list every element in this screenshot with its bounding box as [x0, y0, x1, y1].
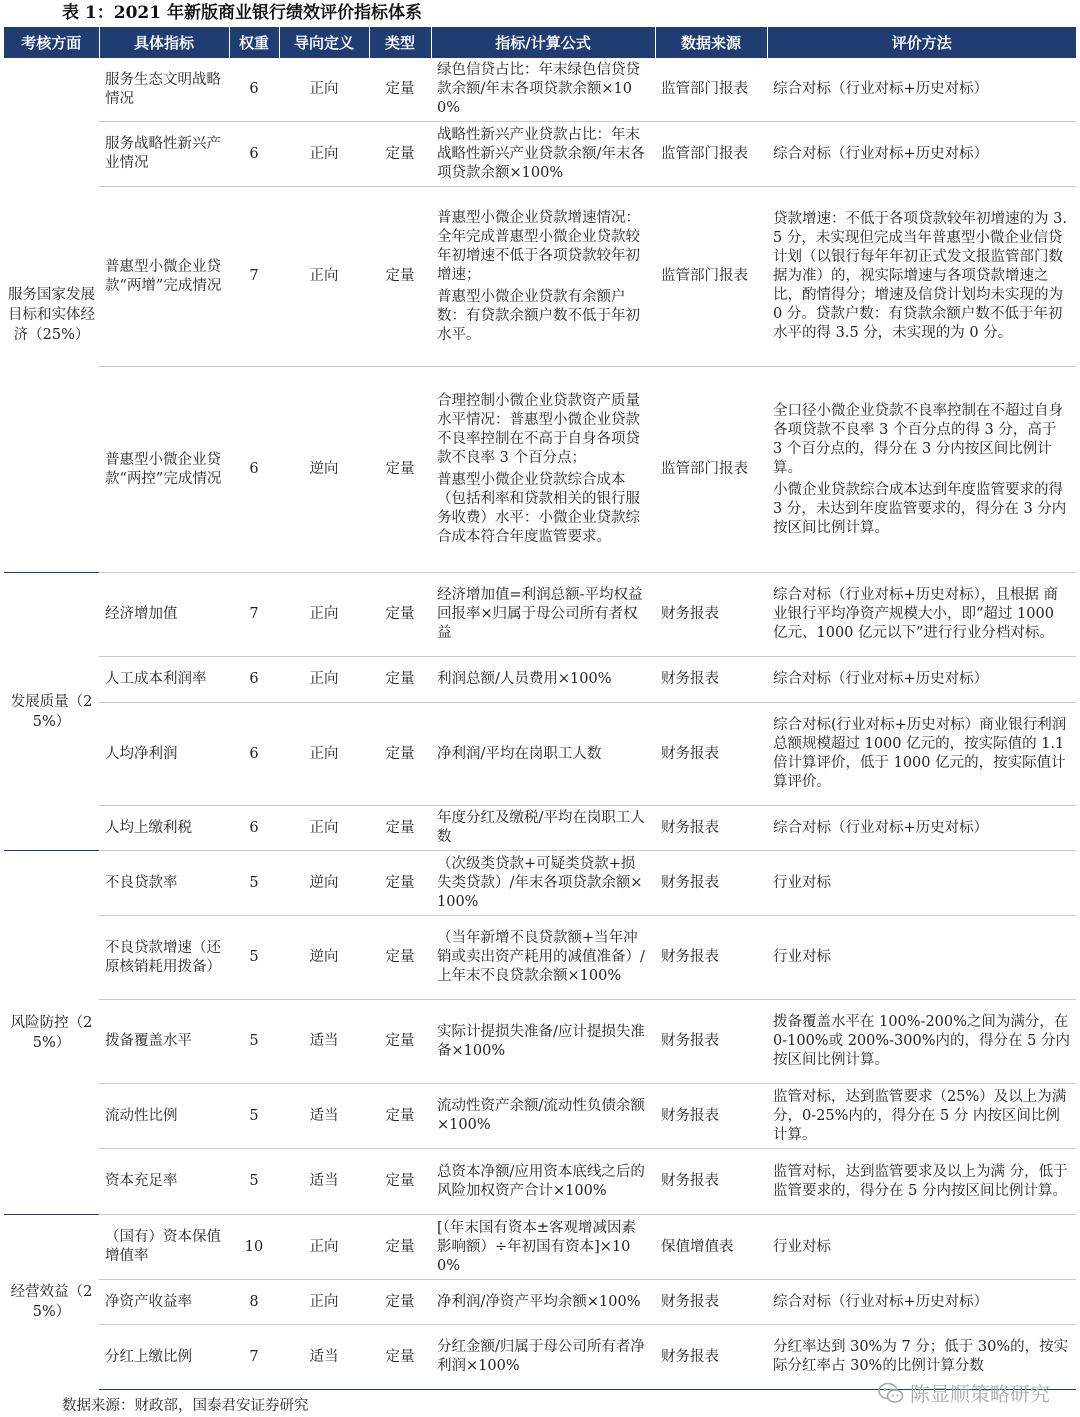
type-cell: 定量 [369, 187, 431, 367]
formula-line: 普惠型小微企业贷款有余额户数：有贷款余额户数不低于年初水平。 [437, 288, 640, 343]
type-cell: 定量 [369, 573, 431, 657]
formula-cell: 实际计提损失准备/应计提损失准备×100% [431, 1000, 655, 1084]
formula-cell: 年度分红及缴税/平均在岗职工人数 [431, 806, 655, 851]
indicator-cell: 普惠型小微企业贷款“两控”完成情况 [99, 367, 229, 573]
table-row [4, 187, 1076, 367]
header-method: 评价方法 [767, 27, 1076, 58]
method-cell: 拨备覆盖水平在 100%-200%之间为满分，在 0-100%或 200%-300%内的，得分在 5 分内按区间比例计算。 [767, 1000, 1076, 1084]
method-cell [767, 367, 1076, 573]
table-row [4, 1280, 1076, 1325]
direction-cell: 正向 [279, 1215, 369, 1280]
source-cell: 财务报表 [655, 1325, 767, 1390]
source-cell: 监管部门报表 [655, 122, 767, 187]
table-row [4, 1149, 1076, 1215]
formula-cell: 绿色信贷占比：年末绿色信贷贷款余额/年末各项贷款余额×100% [431, 58, 655, 122]
source-cell: 财务报表 [655, 806, 767, 851]
source-cell: 财务报表 [655, 1280, 767, 1325]
weight-cell: 5 [229, 1084, 279, 1149]
weight-cell: 6 [229, 806, 279, 851]
weight-cell: 5 [229, 1149, 279, 1215]
table-row [4, 58, 1076, 122]
table-row [4, 806, 1076, 851]
category-cell: 经营效益（25%） [4, 1215, 99, 1390]
table-row [4, 122, 1076, 187]
direction-cell: 正向 [279, 806, 369, 851]
category-cell: 发展质量（25%） [4, 573, 99, 851]
header-direction: 导向定义 [279, 27, 369, 58]
formula-cell: 经济增加值=利润总额-平均权益回报率×归属于母公司所有者权益 [431, 573, 655, 657]
source-cell: 监管部门报表 [655, 367, 767, 573]
weight-cell: 5 [229, 1000, 279, 1084]
formula-cell: 流动性资产余额/流动性负债余额×100% [431, 1084, 655, 1149]
type-cell: 定量 [369, 58, 431, 122]
formula-cell [431, 367, 655, 573]
formula-cell: （次级类贷款+可疑类贷款+损失类贷款）/年末各项贷款余额×100% [431, 851, 655, 916]
type-cell: 定量 [369, 1149, 431, 1215]
direction-cell: 适当 [279, 1325, 369, 1390]
source-cell: 财务报表 [655, 657, 767, 703]
table-row [4, 1000, 1076, 1084]
source-cell: 监管部门报表 [655, 187, 767, 367]
header-type: 类型 [369, 27, 431, 58]
type-cell: 定量 [369, 1000, 431, 1084]
method-line: 全口径小微企业贷款不良率控制在不超过自身各项贷款不良率 3 个百分点的得 3 分，高于 3 个百分点的，得分在 3 分内按区间比例计算。 [773, 402, 1063, 476]
formula-line: 合理控制小微企业贷款资产质量水平情况：普惠型小微企业贷款不良率控制在不高于自身各项贷款不良率 3 个百分点； [437, 393, 640, 466]
method-cell: 行业对标 [767, 1215, 1076, 1280]
type-cell: 定量 [369, 1280, 431, 1325]
indicator-cell: 经济增加值 [99, 573, 229, 657]
weight-cell: 6 [229, 122, 279, 187]
formula-cell: 战略性新兴产业贷款占比：年末战略性新兴产业贷款余额/年末各项贷款余额×100% [431, 122, 655, 187]
weight-cell: 7 [229, 187, 279, 367]
formula-cell: 净利润/平均在岗职工人数 [431, 703, 655, 806]
source-cell: 财务报表 [655, 1149, 767, 1215]
indicator-cell: 资本充足率 [99, 1149, 229, 1215]
indicator-cell: 普惠型小微企业贷款“两增”完成情况 [99, 187, 229, 367]
method-cell: 行业对标 [767, 851, 1076, 916]
table-row [4, 367, 1076, 573]
type-cell: 定量 [369, 1325, 431, 1390]
method-cell: 综合对标（行业对标+历史对标） [767, 806, 1076, 851]
table-title: 表 1：2021 年新版商业银行绩效评价指标体系 [62, 3, 422, 23]
table-row [4, 851, 1076, 916]
indicator-cell: 人工成本利润率 [99, 657, 229, 703]
indicator-cell: 人均上缴利税 [99, 806, 229, 851]
formula-cell: （当年新增不良贷款额+当年冲销或卖出资产耗用的减值准备）/上年末不良贷款余额×100% [431, 916, 655, 1000]
indicator-cell: 不良贷款增速（还原核销耗用拨备） [99, 916, 229, 1000]
method-cell: 贷款增速：不低于各项贷款较年初增速的为 3.5 分，未实现但完成当年普惠型小微企业信贷计划（以银行每年年初正式发文报监管部门数据为准）的，视实际增速与各项贷款增速之比，酌情得分；增速及信贷计划均未实现的为 0 分。贷款户数：有贷款余额户数不低于年初水平的得 3.5 分，未实现的为 0 分。 [767, 187, 1076, 367]
method-cell: 综合对标（行业对标+历史对标） [767, 58, 1076, 122]
indicator-cell: 分红上缴比例 [99, 1325, 229, 1390]
direction-cell: 逆向 [279, 367, 369, 573]
weight-cell: 5 [229, 851, 279, 916]
method-cell: 综合对标（行业对标+历史对标） [767, 657, 1076, 703]
source-cell: 财务报表 [655, 851, 767, 916]
weight-cell: 6 [229, 657, 279, 703]
formula-cell: 利润总额/人员费用×100% [431, 657, 655, 703]
weight-cell: 10 [229, 1215, 279, 1280]
direction-cell: 正向 [279, 58, 369, 122]
indicator-cell: 流动性比例 [99, 1084, 229, 1149]
weight-cell: 8 [229, 1280, 279, 1325]
method-cell: 行业对标 [767, 916, 1076, 1000]
direction-cell: 逆向 [279, 916, 369, 1000]
table-row [4, 1215, 1076, 1280]
method-cell: 分红率达到 30%为 7 分；低于 30%的，按实际分红率占 30%的比例计算分数 [767, 1325, 1076, 1390]
indicator-cell: 人均净利润 [99, 703, 229, 806]
type-cell: 定量 [369, 916, 431, 1000]
source-cell: 财务报表 [655, 1084, 767, 1149]
type-cell: 定量 [369, 1084, 431, 1149]
table-header-row [4, 27, 1076, 58]
source-cell: 财务报表 [655, 703, 767, 806]
header-source: 数据来源 [655, 27, 767, 58]
method-cell: 监管对标，达到监管要求（25%）及以上为满分，0-25%内的，得分在 5 分 内按区间比例计算。 [767, 1084, 1076, 1149]
direction-cell: 正向 [279, 703, 369, 806]
table-row [4, 573, 1076, 657]
method-line: 小微企业贷款综合成本达到年度监管要求的得 3 分，未达到年度监管要求的，得分在 3 分内按区间比例计算。 [773, 481, 1067, 536]
type-cell: 定量 [369, 367, 431, 573]
source-cell: 财务报表 [655, 916, 767, 1000]
weight-cell: 6 [229, 703, 279, 806]
type-cell: 定量 [369, 703, 431, 806]
header-indicator: 具体指标 [99, 27, 229, 58]
category-cell: 风险防控（25%） [4, 851, 99, 1215]
source-cell: 财务报表 [655, 1000, 767, 1084]
method-cell: 综合对标(行业对标+历史对标）商业银行利润总额规模超过 1000 亿元的，按实际值的 1.1 倍计算评价，低于 1000 亿元的，按实际值计算评价。 [767, 703, 1076, 806]
table-row [4, 703, 1076, 806]
direction-cell: 适当 [279, 1149, 369, 1215]
header-category: 考核方面 [4, 27, 99, 58]
wechat-icon [878, 1382, 904, 1404]
direction-cell: 逆向 [279, 851, 369, 916]
indicator-cell: （国有）资本保值增值率 [99, 1215, 229, 1280]
direction-cell: 正向 [279, 187, 369, 367]
watermark [878, 1378, 1050, 1407]
direction-cell: 正向 [279, 573, 369, 657]
table-row [4, 916, 1076, 1000]
type-cell: 定量 [369, 122, 431, 187]
indicator-cell: 服务生态文明战略情况 [99, 58, 229, 122]
type-cell: 定量 [369, 657, 431, 703]
indicator-cell: 净资产收益率 [99, 1280, 229, 1325]
direction-cell: 适当 [279, 1000, 369, 1084]
header-weight: 权重 [229, 27, 279, 58]
source-cell: 保值增值表 [655, 1215, 767, 1280]
type-cell: 定量 [369, 806, 431, 851]
weight-cell: 5 [229, 916, 279, 1000]
formula-cell: 分红金额/归属于母公司所有者净利润×100% [431, 1325, 655, 1390]
method-cell: 监管对标，达到监管要求及以上为满 分，低于监管要求的，得分在 5 分内按区间比例计算。 [767, 1149, 1076, 1215]
weight-cell: 7 [229, 1325, 279, 1390]
source-cell: 监管部门报表 [655, 58, 767, 122]
formula-line: 普惠型小微企业贷款综合成本（包括利率和贷款相关的银行服务收费）水平：小微企业贷款综合成本符合年度监管要求。 [437, 472, 640, 545]
direction-cell: 正向 [279, 1280, 369, 1325]
weight-cell: 7 [229, 573, 279, 657]
table-row [4, 1084, 1076, 1149]
direction-cell: 正向 [279, 657, 369, 703]
indicator-cell: 拨备覆盖水平 [99, 1000, 229, 1084]
formula-cell: 净利润/净资产平均余额×100% [431, 1280, 655, 1325]
type-cell: 定量 [369, 1215, 431, 1280]
method-cell: 综合对标（行业对标+历史对标） [767, 1280, 1076, 1325]
formula-cell [431, 187, 655, 367]
watermark-text: 陈显顺策略研究 [910, 1382, 1050, 1406]
method-cell: 综合对标（行业对标+历史对标），且根据 商业银行平均净资产规模大小，即“超过 1000 亿元、1000 亿元以下”进行行业分档对标。 [767, 573, 1076, 657]
formula-cell: [（年末国有资本±客观增减因素影响额）÷年初国有资本]×100% [431, 1215, 655, 1280]
type-cell: 定量 [369, 851, 431, 916]
indicator-table [4, 27, 1076, 1390]
formula-cell: 总资本净额/应用资本底线之后的风险加权资产合计×100% [431, 1149, 655, 1215]
direction-cell: 适当 [279, 1084, 369, 1149]
method-cell: 综合对标（行业对标+历史对标） [767, 122, 1076, 187]
weight-cell: 6 [229, 58, 279, 122]
source-note: 数据来源：财政部，国泰君安证券研究 [62, 1398, 309, 1414]
direction-cell: 正向 [279, 122, 369, 187]
category-cell: 服务国家发展目标和实体经济（25%） [8, 287, 95, 343]
table-row [4, 657, 1076, 703]
header-formula: 指标/计算公式 [431, 27, 655, 58]
indicator-cell: 不良贷款率 [99, 851, 229, 916]
source-cell: 财务报表 [655, 573, 767, 657]
weight-cell: 6 [229, 367, 279, 573]
formula-line: 普惠型小微企业贷款增速情况：全年完成普惠型小微企业贷款较年初增速不低于各项贷款较年初增速； [437, 209, 640, 283]
indicator-cell: 服务战略性新兴产业情况 [99, 122, 229, 187]
